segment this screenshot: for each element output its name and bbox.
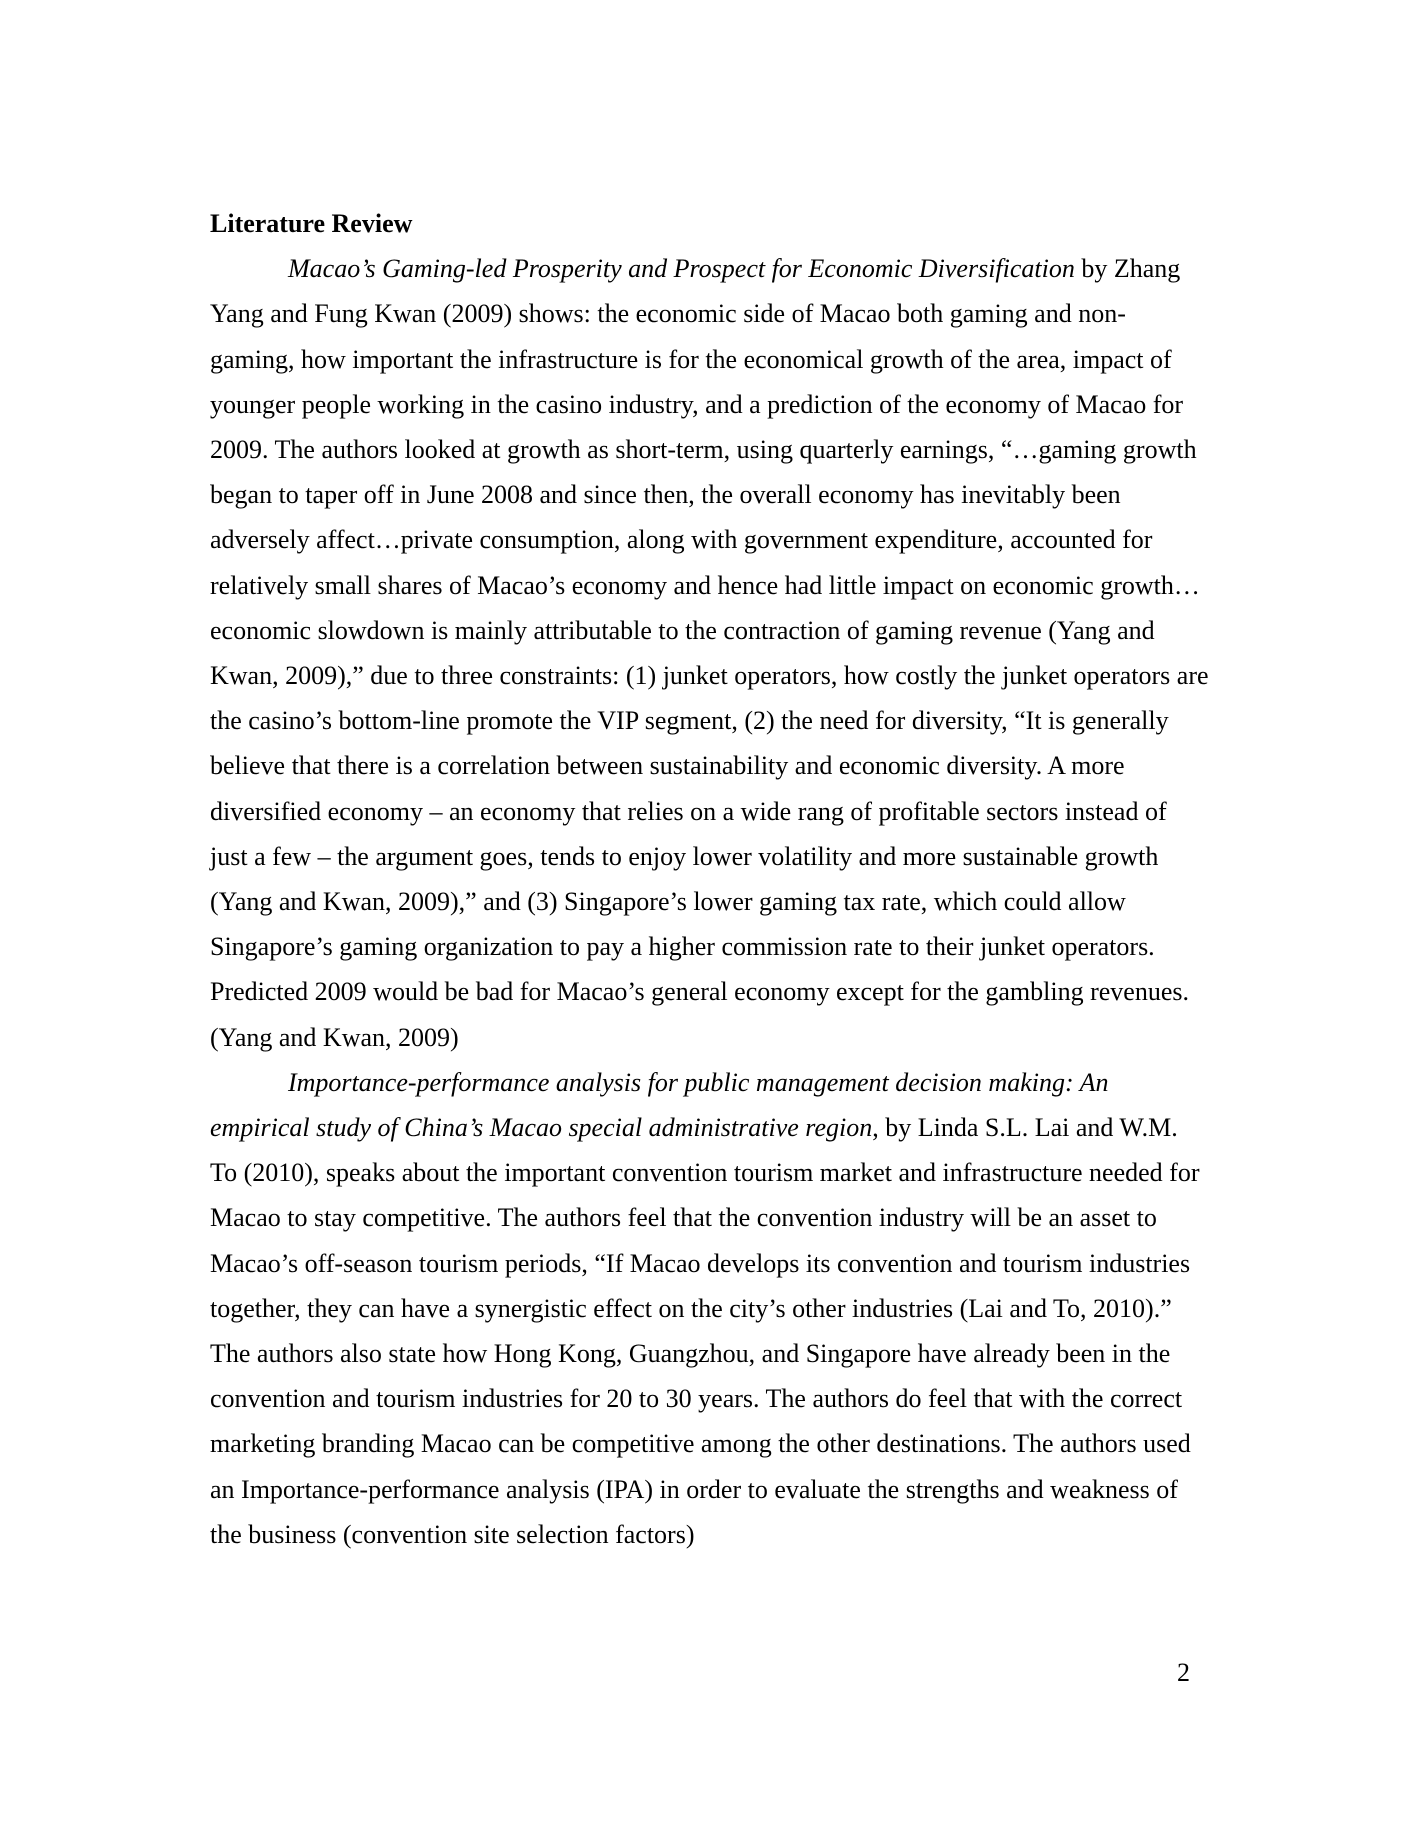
paragraph-yang-kwan (210, 246, 1210, 1060)
paragraph-lai-to (210, 1060, 1210, 1557)
paragraph-body-yang-kwan: by Zhang Yang and Fung Kwan (2009) shows: the economic side of Macao both gaming and non-gaming, how important the infrastructure is for the economical growth of the area, impact of younger people working in the casino industry, and a prediction of the economy of Macao for 2009. The authors looked at growth as short-term, using quarterly earnings, “…gaming growth began to taper off in June 2008 and since then, the overall economy has inevitably been adversely affect…private consumption, along with government expenditure, accounted for relatively small shares of Macao’s economy and hence had little impact on economic growth…economic slowdown is mainly attributable to the contraction of gaming revenue (Yang and Kwan, 2009),” due to three constraints: (1) junket operators, how costly the junket operators are the casino’s bottom-line promote the VIP segment, (2) the need for diversity, “It is generally believe that there is a correlation between sustainability and economic diversity. A more diversified economy – an economy that relies on a wide rang of profitable sectors instead of just a few – the argument goes, tends to enjoy lower volatility and more sustainable growth (Yang and Kwan, 2009),” and (3) Singapore’s lower gaming tax rate, which could allow Singapore’s gaming organization to pay a higher commission rate to their junket operators. Predicted 2009 would be bad for Macao’s general economy except for the gambling revenues. (Yang and Kwan, 2009) (210, 254, 1209, 1052)
page-number: 2 (1177, 1658, 1190, 1687)
literature-review-section (210, 201, 1210, 1557)
section-heading: Literature Review (210, 209, 413, 238)
paragraph-body-lai-to: , by Linda S.L. Lai and W.M. To (2010), speaks about the important convention tourism market and infrastructure needed for Macao to stay competitive. The authors feel that the convention industry will be an asset to Macao’s off-season tourism periods, “If Macao develops its convention and tourism industries together, they can have a synergistic effect on the city’s other industries (Lai and To, 2010).” The authors also state how Hong Kong, Guangzhou, and Singapore have already been in the convention and tourism industries for 20 to 30 years. The authors do feel that with the correct marketing branding Macao can be competitive among the other destinations. The authors used an Importance-performance analysis (IPA) in order to evaluate the strengths and weakness of the business (convention site selection factors) (210, 1113, 1200, 1549)
source-title-lai-to: Importance-performance analysis for public management decision making: An empirical study of China’s Macao special administrative region (210, 1067, 1109, 1143)
source-title-yang-kwan: Macao’s Gaming-led Prosperity and Prospect for Economic Diversification (288, 254, 1075, 284)
